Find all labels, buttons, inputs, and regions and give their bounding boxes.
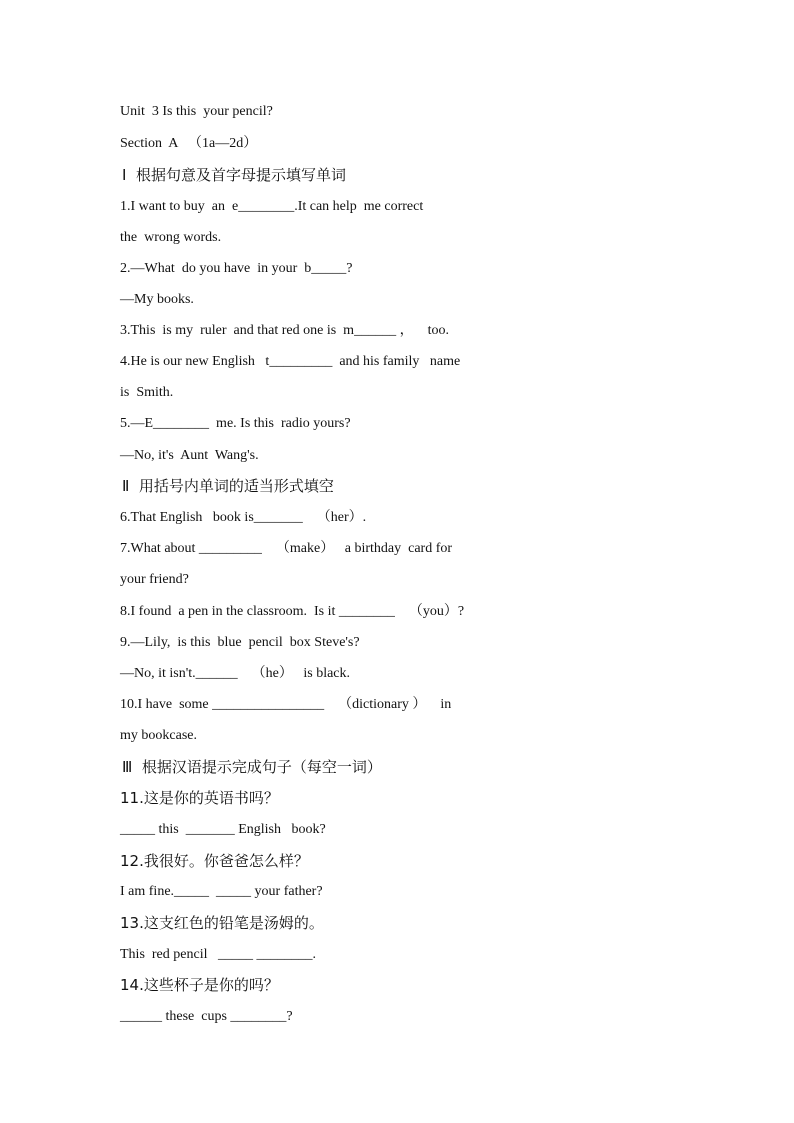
- question-5-line-2: —No, it's Aunt Wang's.: [120, 448, 259, 463]
- question-12-chinese: 12.我很好。你爸爸怎么样？: [120, 852, 309, 870]
- question-9-line-1: 9.—Lily, is this blue pencil box Steve's?: [120, 635, 360, 650]
- question-14-chinese: 14.这些杯子是你的吗？: [120, 976, 279, 994]
- question-3: 3.This is my ruler and that red one is m______ ， too.: [120, 323, 449, 338]
- question-1-line-2: the wrong words.: [120, 230, 222, 245]
- question-12-english: I am fine._____ _____ your father?: [120, 884, 323, 899]
- section-1-heading: Ⅰ 根据句意及首字母提示填写单词: [122, 166, 346, 184]
- question-2-line-1: 2.—What do you have in your b_____?: [120, 261, 353, 276]
- question-13-chinese: 13.这支红色的铅笔是汤姆的。: [120, 914, 324, 932]
- question-14-english: ______ these cups ________?: [120, 1009, 293, 1024]
- question-7-line-2: your friend?: [120, 572, 189, 587]
- section-2-heading: Ⅱ 用括号内单词的适当形式填空: [122, 477, 334, 495]
- question-9-line-2: —No, it isn't.______ （he） is black.: [120, 666, 351, 681]
- question-13-english: This red pencil _____ ________.: [120, 947, 316, 962]
- section-subtitle: Section A （1a—2d）: [120, 136, 258, 151]
- question-1-line-1: 1.I want to buy an e________.It can help me correct: [120, 199, 424, 214]
- section-3-heading: Ⅲ 根据汉语提示完成句子（每空一词）: [122, 758, 382, 776]
- question-4-line-2: is Smith.: [120, 385, 174, 400]
- question-2-line-2: —My books.: [120, 292, 194, 307]
- unit-title: Unit 3 Is this your pencil?: [120, 104, 273, 119]
- question-8: 8.I found a pen in the classroom. Is it ________ （you）?: [120, 604, 465, 619]
- question-5-line-1: 5.—E________ me. Is this radio yours?: [120, 416, 351, 431]
- question-6: 6.That English book is_______ （her）.: [120, 510, 367, 525]
- question-4-line-1: 4.He is our new English t_________ and his family name: [120, 354, 461, 369]
- question-11-chinese: 11.这是你的英语书吗？: [120, 789, 279, 807]
- question-7-line-1: 7.What about _________ （make） a birthday card for: [120, 541, 453, 556]
- question-10-line-2: my bookcase.: [120, 728, 197, 743]
- question-10-line-1: 10.I have some ________________ （dictionary ） in: [120, 697, 452, 712]
- question-11-english: _____ this _______ English book?: [120, 822, 326, 837]
